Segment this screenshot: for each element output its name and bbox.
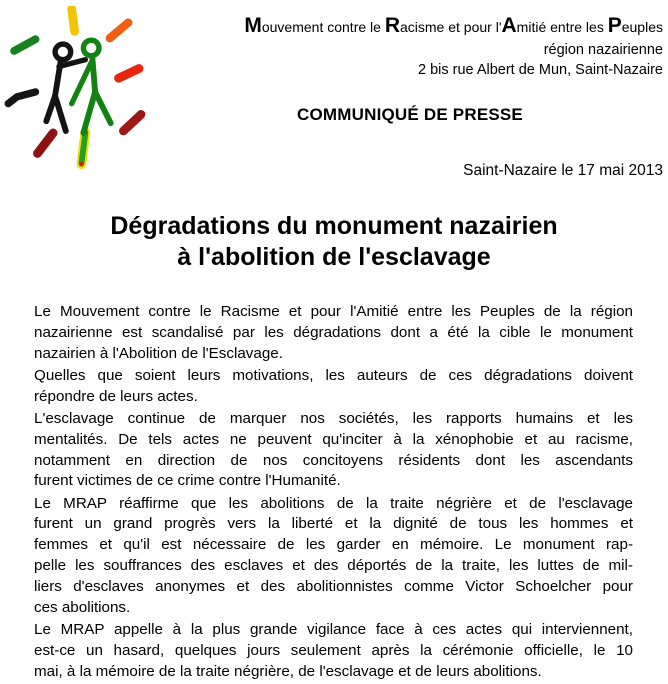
paragraph-line: furent un grand progrès vers la liberté et la dignité de tous les hommes et [34, 515, 633, 533]
org-name-text: ouvement contre le [261, 19, 385, 35]
paragraph-line: nazairienne est scandalisé par les dégradations dont a été la cible le monument [34, 323, 633, 341]
sun-dash-darkred [123, 114, 141, 131]
logo-figure-green [72, 40, 111, 133]
dateline: Saint-Nazaire le 17 mai 2013 [463, 162, 663, 179]
title-line-2: à l'abolition de l'esclavage [177, 243, 491, 271]
paragraph-line: liers d'esclaves anonymes et des abolitionnistes comme Victor Schoelcher pour [34, 577, 633, 595]
paragraph-line: Quelles que soient leurs motivations, les auteurs de ces dégradations doivent [34, 366, 633, 384]
paragraph [34, 409, 633, 492]
black-figure-leg-right [55, 96, 66, 131]
green-figure-arm [72, 63, 92, 104]
black-figure-head [55, 44, 71, 60]
org-name-text: acisme et pour l' [400, 19, 502, 35]
sun-dash-maroon [38, 133, 54, 154]
paragraph-line: Le Mouvement contre le Racisme et pour l'Amitié entre les Peuples de la région [34, 303, 633, 320]
paragraph-line: est-ce un hasard, quelques jours seulement après la cérémonie officielle, le 10 [34, 641, 633, 659]
paragraph [34, 494, 633, 619]
paragraph-line: répondre de leurs actes. [34, 387, 198, 405]
body-text [34, 302, 633, 684]
title-line-1: Dégradations du monument nazairien [110, 212, 558, 240]
logo-sunburst [8, 9, 141, 167]
org-name [244, 13, 663, 40]
paragraph-line: notamment en direction de nos concitoyens résidents dont les ascendants [34, 451, 633, 469]
paragraph-line: Le MRAP réaffirme que les abolitions de la traite négrière et de l'esclavage [34, 494, 633, 512]
document-title [0, 211, 668, 273]
org-address: 2 bis rue Albert de Mun, Saint-Nazaire [417, 62, 663, 78]
paragraph-line: ces abolitions. [34, 598, 131, 616]
sun-dash-red-tip-bottom [79, 162, 84, 167]
org-name-initial: P [607, 14, 622, 37]
mrap-logo [2, 6, 156, 172]
org-header [244, 13, 663, 80]
paragraph-line: nazairien à l'Abolition de l'Esclavage. [34, 344, 283, 362]
sun-dash-yellow [72, 9, 75, 31]
paragraph [34, 366, 633, 408]
paragraph-line: Le MRAP appelle à la plus grande vigilance face à ces actes qui interviennent, [34, 620, 633, 638]
paragraph-line: furent victimes de ce crime contre l'Humanité. [34, 472, 341, 490]
green-figure-leg-left [83, 92, 95, 133]
org-name-initial: R [384, 14, 400, 37]
org-name-text: euples [621, 19, 663, 35]
paragraph-line: mentalités. De tels actes ne peuvent qu'inciter à la xénophobie et au racisme, [34, 430, 633, 448]
sun-dash-green [14, 39, 35, 51]
paragraph [34, 620, 633, 682]
sun-dash-black-arrow [8, 92, 35, 104]
paragraph [34, 302, 633, 364]
press-release-heading: COMMUNIQUÉ DE PRESSE [297, 105, 523, 124]
sun-dash-red [119, 68, 140, 78]
sun-dash-green-bottom [81, 133, 85, 163]
org-name-text: mitié entre les [516, 19, 608, 35]
paragraph-line: femmes et qu'il est nécessaire de les garder en mémoire. Le monument rap- [34, 536, 633, 554]
org-name-initial: M [244, 14, 262, 37]
org-region: région nazairienne [543, 42, 663, 58]
green-figure-leg-right [95, 92, 111, 123]
paragraph-line: L'esclavage continue de marquer nos sociétés, les rapports humains et les [34, 409, 633, 427]
paragraph-line: mai, à la mémoire de la traite négrière, de l'esclavage et de leurs abolitions. [34, 662, 542, 680]
sun-dash-orange [110, 23, 129, 39]
paragraph-line: pelle les souffrances des esclaves et des déportés de la traite, les luttes de mil- [34, 557, 633, 575]
org-name-initial: A [501, 14, 517, 37]
